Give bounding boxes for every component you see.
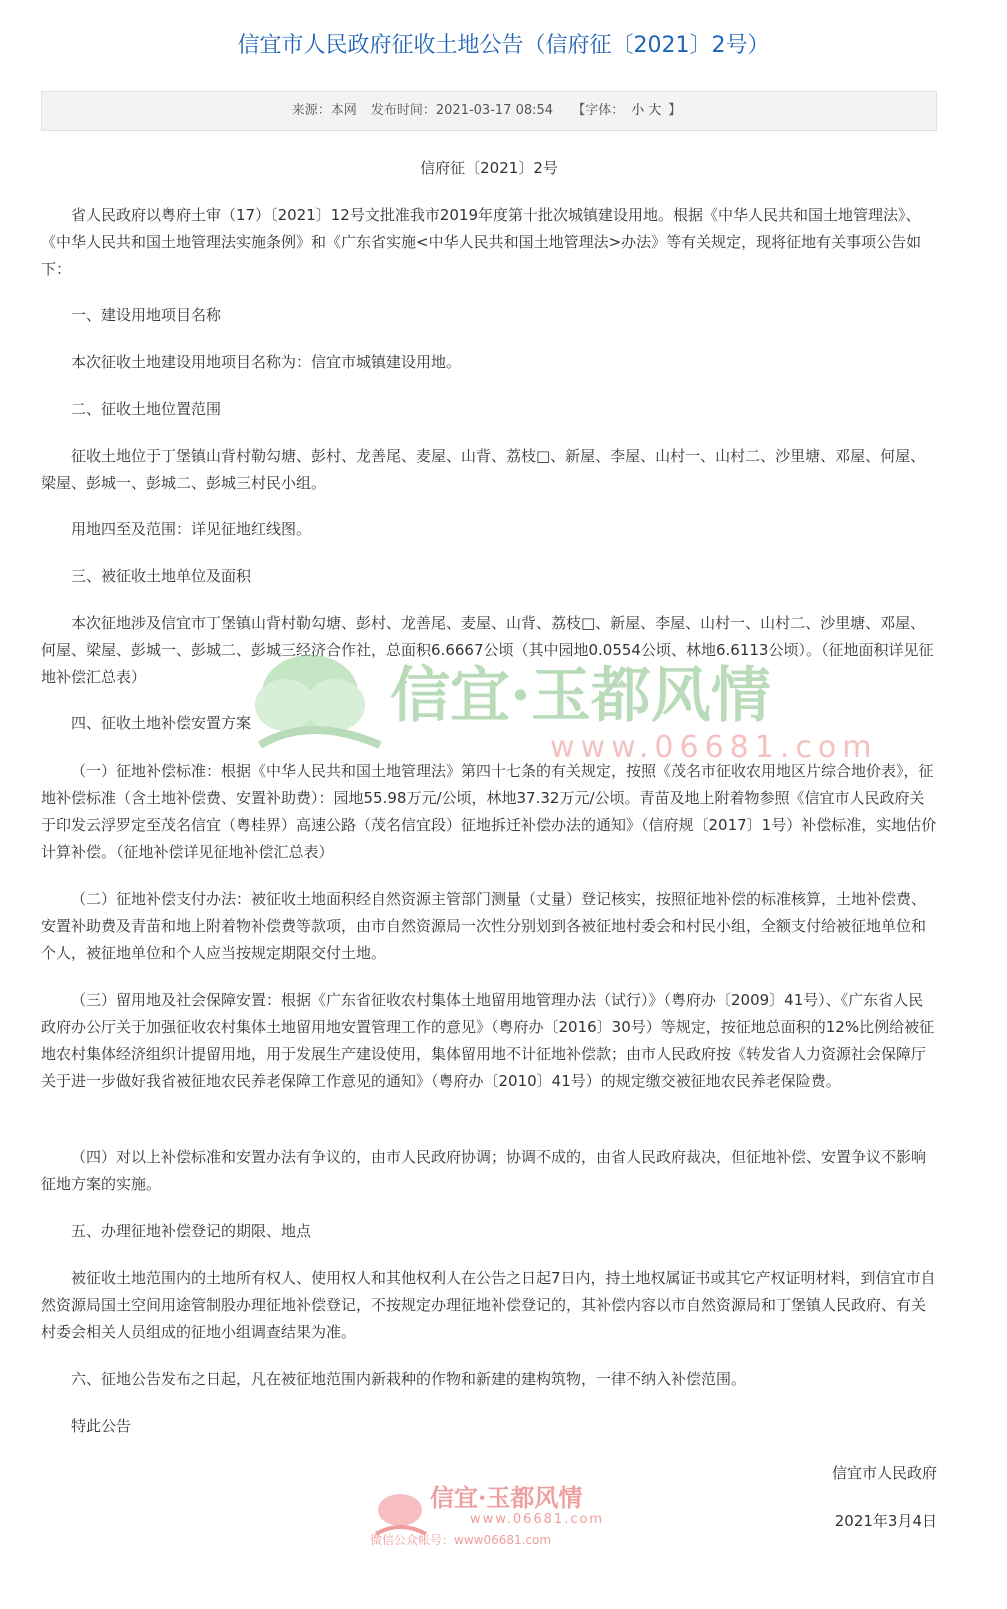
paragraph: 六、征地公告发布之日起，凡在被征地范围内新栽种的作物和新建的建构筑物，一律不纳入补偿范围。 <box>71 1370 747 1388</box>
font-size-control: 【字体： 小 大 】 <box>572 103 682 118</box>
page-title: 信宜市人民政府征收土地公告（信府征〔2021〕2号） <box>237 33 770 58</box>
watermark-brand: 信宜·玉都风情 <box>390 661 771 731</box>
section-heading: 四、征收土地补偿安置方案 <box>71 714 252 732</box>
watermark-url: www.06681.com <box>470 1512 605 1527</box>
source-label: 来源：本网 <box>291 103 357 118</box>
paragraph: 用地四至及范围：详见征地红线图。 <box>71 520 312 538</box>
paragraph: 本次征收土地建设用地项目名称为：信宜市城镇建设用地。 <box>71 353 462 371</box>
publish-date: 发布时间：2021-03-17 08:54 <box>370 103 554 118</box>
signature: 信宜市人民政府 <box>831 1464 937 1482</box>
paragraph: （一）征地补偿标准：根据《中华人民共和国土地管理法》第四十七条的有关规定，按照《茂名市征收农用地区片综合地价表》，征地补偿标准（含土地补偿费、安置补助费）：园地55.98万元/公顷，林地37.32万元/公顷。青苗及地上附着物参照《信宜市人民政府关于印发云浮罗定至茂名信宜（粤桂界）高速公路（茂名信宜段）征地拆迁补偿办法的通知》（信府规〔2017〕1号）补偿标准，实地估价计算补偿。（征地补偿详见征地补偿汇总表） <box>41 762 937 861</box>
document-number: 信府征〔2021〕2号 <box>420 159 558 177</box>
section-heading: 五、办理征地补偿登记的期限、地点 <box>71 1222 312 1240</box>
signature-date: 2021年3月4日 <box>834 1512 937 1530</box>
section-heading: 二、征收土地位置范围 <box>71 400 222 418</box>
watermark-brand: 信宜·玉都风情 <box>430 1483 583 1512</box>
paragraph: 被征收土地范围内的土地所有权人、使用权人和其他权利人在公告之日起7日内，持土地权属证书或其它产权证明材料，到信宜市自然资源局国土空间用途管制股办理征地补偿登记，不按规定办理征地补偿登记的，其补偿内容以市自然资源局和丁堡镇人民政府、有关村委会相关人员组成的征地小组调查结果为准。 <box>41 1269 936 1341</box>
watermark-wechat: 微信公众帐号：www06681.com <box>370 1533 552 1547</box>
paragraph: 本次征地涉及信宜市丁堡镇山背村勒勾塘、彭村、龙善尾、麦屋、山背、荔枝□、新屋、李屋、山村一、山村二、沙里塘、邓屋、何屋、梁屋、彭城一、彭城二、彭城三经济合作社，总面积6.6667公顷（其中园地0.0554公顷、林地6.6113公顷）。（征地面积详见征地补偿汇总表） <box>41 614 934 686</box>
closing-line: 特此公告 <box>71 1417 132 1435</box>
watermark-url: www.06681.com <box>550 730 878 765</box>
paragraph: （三）留用地及社会保障安置：根据《广东省征收农村集体土地留用地管理办法（试行）》（粤府办〔2009〕41号）、《广东省人民政府办公厅关于加强征收农村集体土地留用地安置管理工作的意见》（粤府办〔2016〕30号）等规定，按征地总面积的12%比例给被征地农村集体经济组织计提留用地，用于发展生产建设使用，集体留用地不计征地补偿款；由市人民政府按《转发省人力资源社会保障厅关于进一步做好我省被征地农民养老保障工作意见的通知》（粤府办〔2010〕41号）的规定缴交被征地农民养老保险费。 <box>41 991 935 1090</box>
paragraph: 征收土地位于丁堡镇山背村勒勾塘、彭村、龙善尾、麦屋、山背、荔枝□、新屋、李屋、山村一、山村二、沙里塘、邓屋、何屋、梁屋、彭城一、彭城二、彭城三村民小组。 <box>41 447 926 492</box>
section-heading: 三、被征收土地单位及面积 <box>71 567 252 585</box>
paragraph: 省人民政府以粤府土审（17）〔2021〕12号文批准我市2019年度第十批次城镇建设用地。根据《中华人民共和国土地管理法》、《中华人民共和国土地管理法实施条例》和《广东省实施<中华人民共和国土地管理法>办法》等有关规定，现将征地有关事项公告如下： <box>41 206 922 278</box>
paragraph: （二）征地补偿支付办法：被征收土地面积经自然资源主管部门测量（丈量）登记核实，按照征地补偿的标准核算，土地补偿费、安置补助费及青苗和地上附着物补偿费等款项，由市自然资源局一次性分别划到各被征地村委会和村民小组，全额支付给被征地单位和个人，被征地单位和个人应当按规定期限交付土地。 <box>41 890 927 962</box>
font-large-link[interactable]: 大 <box>648 103 662 118</box>
article-meta-bar <box>41 91 937 131</box>
paragraph: （四）对以上补偿标准和安置办法有争议的，由市人民政府协调；协调不成的，由省人民政府裁决，但征地补偿、安置争议不影响征地方案的实施。 <box>41 1148 927 1193</box>
font-small-link[interactable]: 小 <box>631 103 645 118</box>
section-heading: 一、建设用地项目名称 <box>71 306 222 324</box>
